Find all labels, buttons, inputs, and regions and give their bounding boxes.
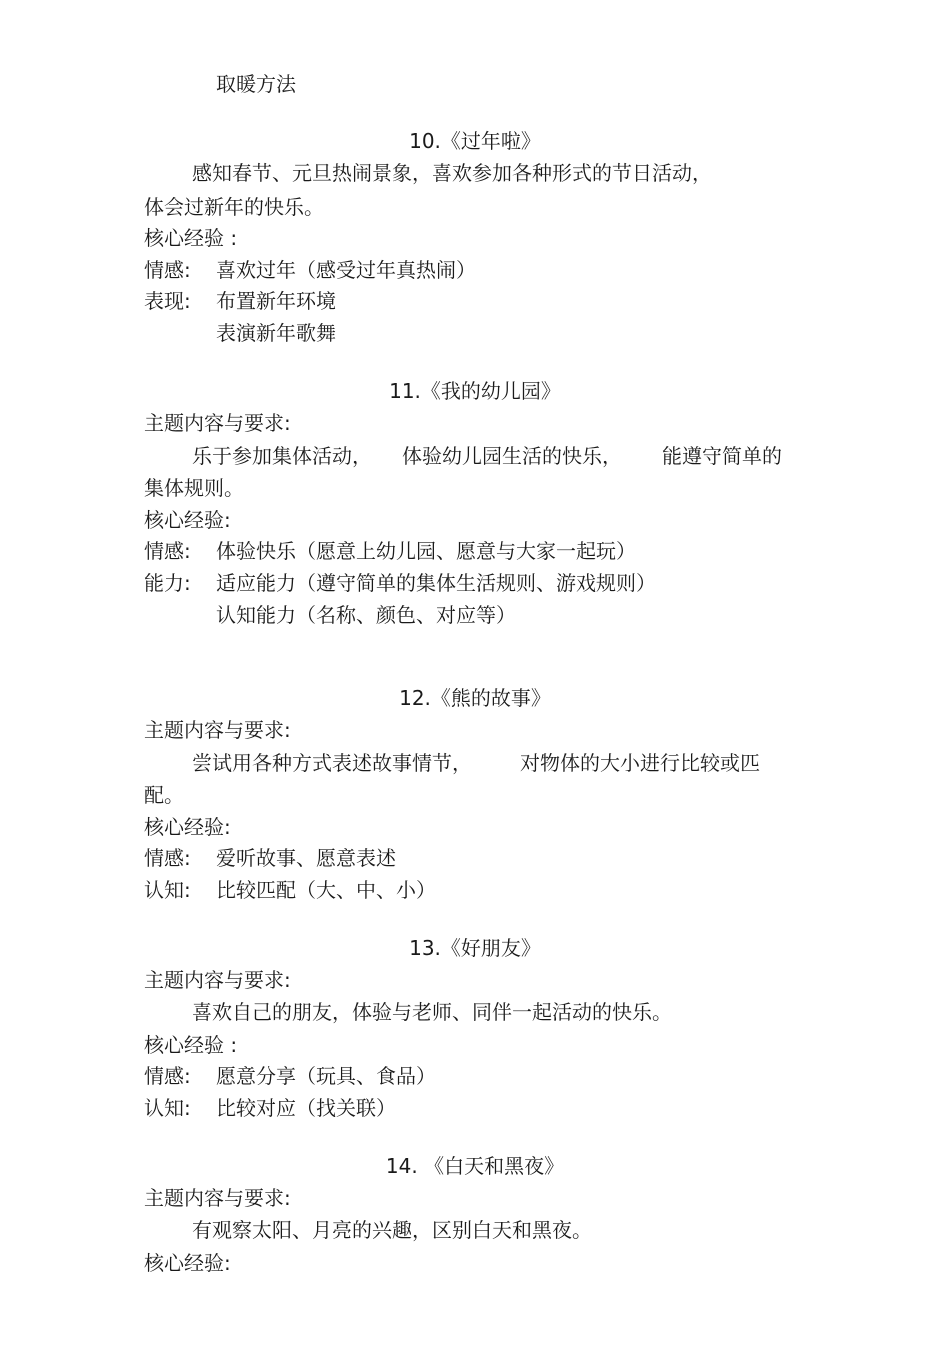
item-text: 愿意分享（玩具、食品） [216,1064,436,1088]
core-experience-label: 核心经验 : [144,226,238,250]
section-11-desc-cont: 集体规则。 [144,476,244,500]
item-label: 认知: [144,1096,191,1120]
section-12-desc: 尝试用各种方式表述故事情节， [192,751,472,775]
item-text: 比较匹配（大、中、小） [216,878,436,902]
requirements-label: 主题内容与要求: [144,718,291,742]
section-10-desc: 感知春节、元旦热闹景象，喜欢参加各种形式的节日活动， [192,161,712,185]
item-text: 体验快乐（愿意上幼儿园、愿意与大家一起玩） [216,539,636,563]
requirements-label: 主题内容与要求: [144,411,291,435]
section-title-11: 11.《我的幼儿园》 [389,379,561,403]
item-text: 适应能力（遵守简单的集体生活规则、游戏规则） [216,571,656,595]
item-label: 认知: [144,878,191,902]
section-11-desc-part3: 能遵守简单的 [662,444,782,468]
item-text: 比较对应（找关联） [216,1096,396,1120]
item-label: 情感: [144,258,191,282]
item-text: 喜欢过年（感受过年真热闹） [216,258,476,282]
section-12-desc-part2: 对物体的大小进行比较或匹 [520,751,760,775]
section-title-13: 13.《好朋友》 [409,936,541,960]
section-10-desc-cont: 体会过新年的快乐。 [144,195,324,219]
section-title-14: 14. 《白天和黑夜》 [385,1154,565,1178]
item-text: 布置新年环境 [216,289,336,313]
item-label: 能力: [144,571,191,595]
core-experience-label: 核心经验: [144,1251,231,1275]
text-line: 取暖方法 [216,72,296,96]
section-13-desc: 喜欢自己的朋友，体验与老师、同伴一起活动的快乐。 [192,1000,672,1024]
section-11-desc: 乐于参加集体活动， [192,444,372,468]
item-text: 认知能力（名称、颜色、对应等） [216,603,516,627]
section-14-desc: 有观察太阳、月亮的兴趣，区别白天和黑夜。 [192,1218,592,1242]
requirements-label: 主题内容与要求: [144,1186,291,1210]
section-title-10: 10.《过年啦》 [409,129,541,153]
item-label: 情感: [144,539,191,563]
core-experience-label: 核心经验: [144,508,231,532]
requirements-label: 主题内容与要求: [144,968,291,992]
item-text: 爱听故事、愿意表述 [216,846,396,870]
item-label: 表现: [144,289,191,313]
section-11-desc-part2: 体验幼儿园生活的快乐， [402,444,622,468]
section-title-12: 12.《熊的故事》 [399,686,551,710]
core-experience-label: 核心经验 : [144,1033,238,1057]
section-12-desc-cont: 配。 [144,783,184,807]
item-text: 表演新年歌舞 [216,321,336,345]
item-label: 情感: [144,846,191,870]
item-label: 情感: [144,1064,191,1088]
core-experience-label: 核心经验: [144,815,231,839]
